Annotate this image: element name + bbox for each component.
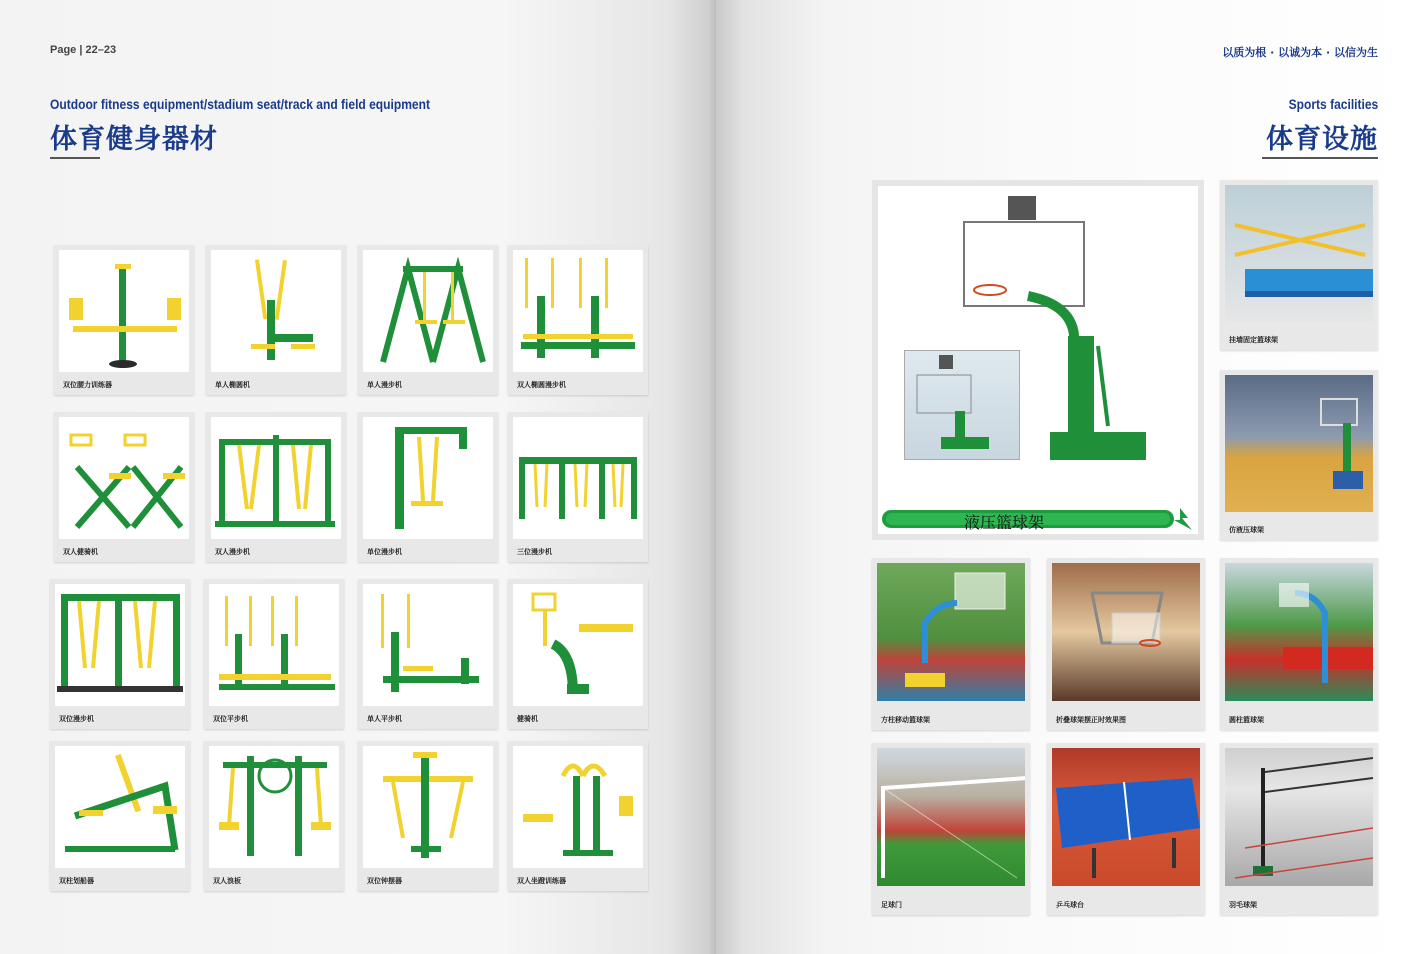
equipment-card[interactable] bbox=[358, 741, 498, 891]
facility-photo bbox=[1225, 748, 1373, 886]
equipment-photo bbox=[363, 417, 493, 539]
equipment-caption: 双位平步机 bbox=[213, 715, 248, 723]
equipment-caption: 双人坐蹬训练器 bbox=[517, 877, 566, 885]
equipment-caption: 单位漫步机 bbox=[367, 548, 402, 556]
facility-caption: 折叠球架摆正时效果图 bbox=[1056, 716, 1126, 724]
equipment-card[interactable] bbox=[508, 741, 648, 891]
facility-caption: 仿液压球架 bbox=[1229, 526, 1264, 534]
facility-caption: 方柱移动篮球架 bbox=[881, 716, 930, 724]
equipment-card[interactable] bbox=[204, 741, 344, 891]
equipment-photo bbox=[209, 584, 339, 706]
equipment-card[interactable] bbox=[50, 579, 190, 729]
facility-card[interactable] bbox=[872, 743, 1030, 915]
facility-photo bbox=[1052, 563, 1200, 701]
equipment-card[interactable] bbox=[54, 245, 194, 395]
facility-card[interactable] bbox=[872, 558, 1030, 730]
equipment-caption: 单人椭圆机 bbox=[215, 381, 250, 389]
facility-card[interactable] bbox=[1220, 558, 1378, 730]
equipment-card[interactable] bbox=[204, 579, 344, 729]
equipment-caption: 单人平步机 bbox=[367, 715, 402, 723]
facility-card[interactable] bbox=[1220, 180, 1378, 350]
right-title-cn: 体育设施 bbox=[1266, 124, 1378, 155]
equipment-caption: 三位漫步机 bbox=[517, 548, 552, 556]
equipment-caption: 单人漫步机 bbox=[367, 381, 402, 389]
equipment-card[interactable] bbox=[358, 579, 498, 729]
equipment-card[interactable] bbox=[358, 412, 498, 562]
equipment-photo bbox=[513, 584, 643, 706]
facility-photo bbox=[1225, 375, 1373, 512]
equipment-photo bbox=[59, 250, 189, 372]
facility-caption: 圆柱篮球架 bbox=[1229, 716, 1264, 724]
equipment-card[interactable] bbox=[206, 245, 346, 395]
equipment-caption: 健骑机 bbox=[517, 715, 538, 723]
equipment-photo bbox=[209, 746, 339, 868]
equipment-photo bbox=[211, 417, 341, 539]
equipment-card[interactable] bbox=[358, 245, 498, 395]
facility-photo bbox=[1225, 563, 1373, 701]
equipment-card[interactable] bbox=[508, 579, 648, 729]
equipment-photo bbox=[55, 746, 185, 868]
left-title-cn: 体育健身器材 bbox=[50, 124, 218, 155]
equipment-photo bbox=[211, 250, 341, 372]
left-title-en: Outdoor fitness equipment/stadium seat/track and field equipment bbox=[50, 96, 430, 112]
facility-card[interactable] bbox=[1220, 370, 1378, 540]
facility-photo bbox=[1225, 185, 1373, 322]
hero-inset-photo bbox=[904, 350, 1020, 460]
equipment-caption: 双位钟摆器 bbox=[367, 877, 402, 885]
facility-caption: 挂墙固定篮球架 bbox=[1229, 336, 1278, 344]
right-title-en: Sports facilities bbox=[1288, 96, 1378, 112]
equipment-photo bbox=[55, 584, 185, 706]
facility-photo bbox=[1052, 748, 1200, 886]
facility-photo bbox=[877, 563, 1025, 701]
equipment-caption: 双人漫步机 bbox=[215, 548, 250, 556]
equipment-card[interactable] bbox=[508, 245, 648, 395]
equipment-caption: 双柱划船器 bbox=[59, 877, 94, 885]
left-title-rule bbox=[50, 157, 100, 159]
facility-card[interactable] bbox=[1220, 743, 1378, 915]
facility-caption: 羽毛球架 bbox=[1229, 901, 1257, 909]
equipment-photo bbox=[363, 250, 493, 372]
equipment-card[interactable] bbox=[54, 412, 194, 562]
equipment-caption: 双位腰力训练器 bbox=[63, 381, 112, 389]
equipment-photo bbox=[513, 417, 643, 539]
equipment-caption: 双位漫步机 bbox=[59, 715, 94, 723]
equipment-photo bbox=[363, 584, 493, 706]
hero-caption: 液压篮球架 bbox=[964, 513, 1045, 532]
facility-caption: 足球门 bbox=[881, 901, 902, 909]
equipment-caption: 双人浪板 bbox=[213, 877, 241, 885]
equipment-photo bbox=[513, 250, 643, 372]
equipment-card[interactable] bbox=[50, 741, 190, 891]
facility-caption: 乒乓球台 bbox=[1056, 901, 1084, 909]
equipment-card[interactable] bbox=[508, 412, 648, 562]
slogan: 以质为根 · 以诚为本 · 以信为生 bbox=[1222, 46, 1378, 59]
facility-photo bbox=[877, 748, 1025, 886]
facility-card[interactable] bbox=[1047, 743, 1205, 915]
equipment-caption: 双人健骑机 bbox=[63, 548, 98, 556]
equipment-photo bbox=[59, 417, 189, 539]
page-number: Page | 22–23 bbox=[50, 44, 117, 56]
equipment-card[interactable] bbox=[206, 412, 346, 562]
equipment-caption: 双人椭圆漫步机 bbox=[517, 381, 566, 389]
right-title-rule bbox=[1262, 157, 1378, 159]
equipment-photo bbox=[513, 746, 643, 868]
equipment-photo bbox=[363, 746, 493, 868]
facility-card[interactable] bbox=[1047, 558, 1205, 730]
